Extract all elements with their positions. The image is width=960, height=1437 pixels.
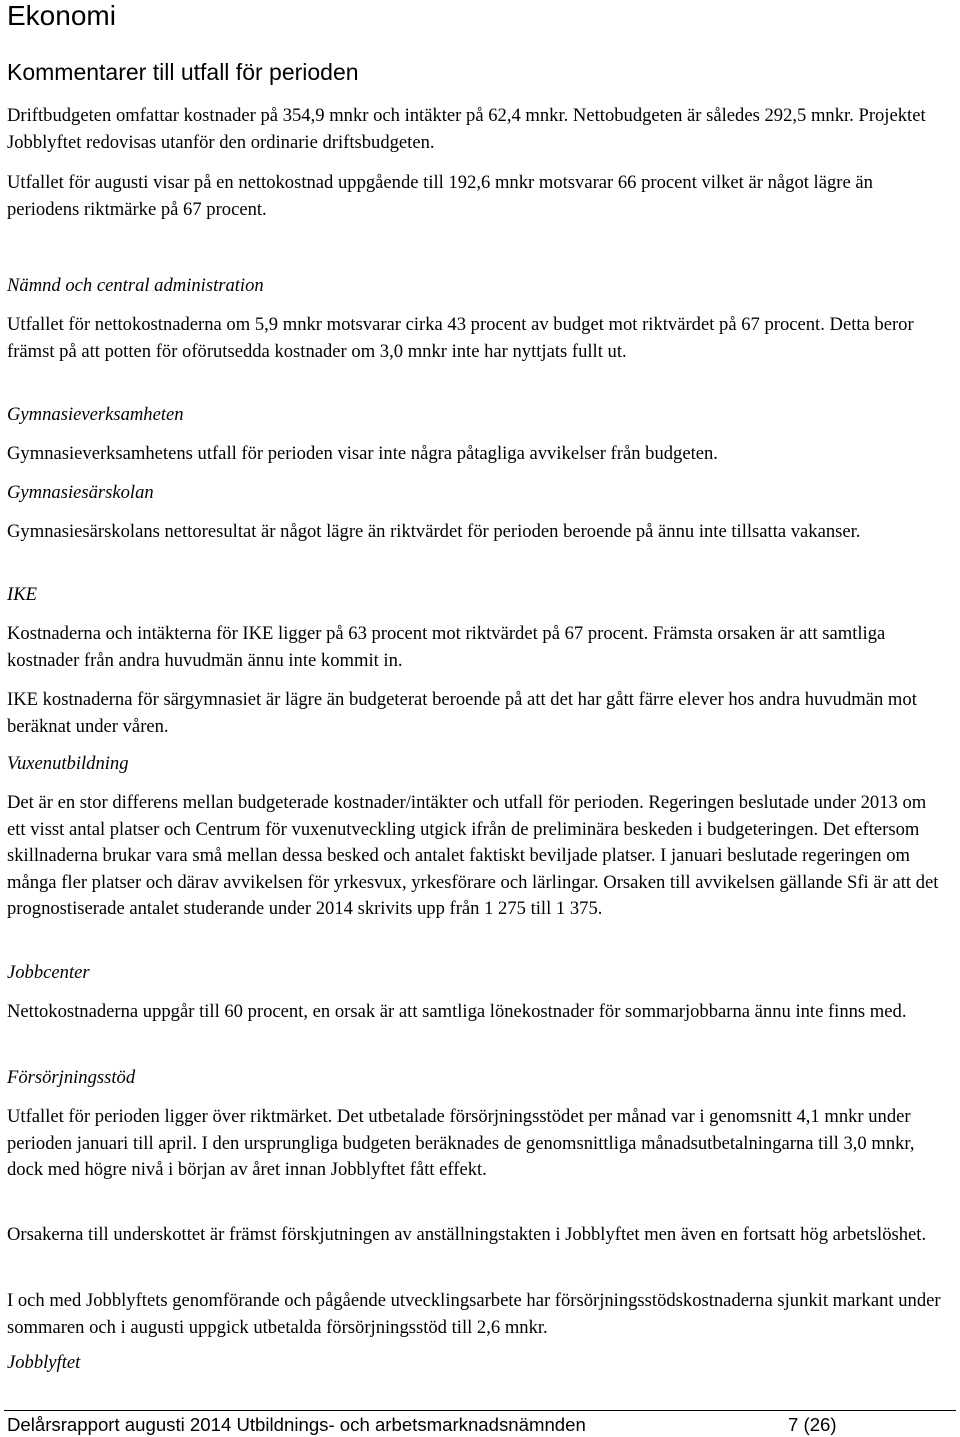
heading-jobbcenter: Jobbcenter <box>7 962 90 983</box>
heading-gymnasie: Gymnasieverksamheten <box>7 404 184 425</box>
ike-paragraph-2: IKE kostnaderna för särgymnasiet är lägre än budgeterat beroende på att det har gått färre elever hos andra huvudmän mot beräknat under våren. <box>7 689 917 737</box>
heading-sarskola: Gymnasiesärskolan <box>7 482 154 503</box>
vuxen-paragraph: Det är en stor differens mellan budgeterade kostnader/intäkter och utfall för perioden. Regeringen beslutade under 2013 om ett visst antal platser och Centrum för vuxenutveckling utgick ifrån de preliminära beskeden i budgeteringen. Det eftersom skillnaderna brukar vara små mellan dessa besked och antalet faktiskt beviljade platser. I januari beslutade regeringen om många fler platser och därav avvikelsen för yrkesvux, yrkesförare och lärlingar. Orsaken till avvikelsen gällande Sfi är att det prognostiserade antalet studerande under 2014 skrivits upp från 1 275 till 1 375. <box>7 792 939 920</box>
heading-vuxen: Vuxenutbildning <box>7 753 129 774</box>
jobbcenter-paragraph: Nettokostnaderna uppgår till 60 procent, en orsak är att samtliga lönekostnader för sommarjobbarna ännu inte finns med. <box>7 1001 907 1022</box>
ike-paragraph-1: Kostnaderna och intäkterna för IKE ligger på 63 procent mot riktvärdet på 67 procent. Främsta orsaken är att samtliga kostnader från andra huvudmän ännu inte kommit in. <box>7 623 886 671</box>
gymnasie-paragraph: Gymnasieverksamhetens utfall för perioden visar inte några påtagliga avvikelser från budgeten. <box>7 443 718 464</box>
section-subtitle: Kommentarer till utfall för perioden <box>7 59 359 85</box>
heading-namnd: Nämnd och central administration <box>7 275 264 296</box>
namnd-paragraph: Utfallet för nettokostnaderna om 5,9 mnkr motsvarar cirka 43 procent av budget mot riktvärdet på 67 procent. Detta beror främst på att potten för oförutsedda kostnader om 3,0 mnkr inte har nyttjats fullt ut. <box>7 314 914 362</box>
heading-forsorj: Försörjningsstöd <box>7 1067 136 1088</box>
forsorj-paragraph-2: Orsakerna till underskottet är främst förskjutningen av anställningstakten i Jobblyftet men även en fortsatt hög arbetslöshet. <box>7 1224 927 1245</box>
intro-paragraph-2: Utfallet för augusti visar på en nettokostnad uppgående till 192,6 mnkr motsvarar 66 procent vilket är något lägre än periodens riktmärke på 67 procent. <box>7 172 873 220</box>
page-title: Ekonomi <box>7 0 116 31</box>
footer-divider <box>4 1410 956 1411</box>
forsorj-paragraph-1: Utfallet för perioden ligger över riktmärket. Det utbetalade försörjningsstödet per månad var i genomsnitt 4,1 mnkr under perioden januari till april. I den ursprungliga budgeten beräknades de genomsnittliga månadsutbetalningarna till 3,0 mnkr, dock med högre nivå i början av året innan Jobblyftet fått effekt. <box>7 1106 915 1181</box>
footer-page-number: 7 (26) <box>788 1414 837 1435</box>
forsorj-paragraph-3: I och med Jobblyftets genomförande och pågående utvecklingsarbete har försörjningsstödskostnaderna sjunkit markant under sommaren och i augusti uppgick utbetalda försörjningsstöd till 2,6 mnkr. <box>7 1290 941 1338</box>
intro-paragraph-1: Driftbudgeten omfattar kostnader på 354,9 mnkr och intäkter på 62,4 mnkr. Nettobudgeten är således 292,5 mnkr. Projektet Jobblyftet redovisas utanför den ordinarie driftsbudgeten. <box>7 105 926 153</box>
sarskola-paragraph: Gymnasiesärskolans nettoresultat är något lägre än riktvärdet för perioden beroende på ännu inte tillsatta vakanser. <box>7 521 861 542</box>
heading-ike: IKE <box>7 584 37 605</box>
footer-report-title: Delårsrapport augusti 2014 Utbildnings- och arbetsmarknadsnämnden <box>7 1414 586 1435</box>
heading-jobblyftet: Jobblyftet <box>7 1352 81 1373</box>
